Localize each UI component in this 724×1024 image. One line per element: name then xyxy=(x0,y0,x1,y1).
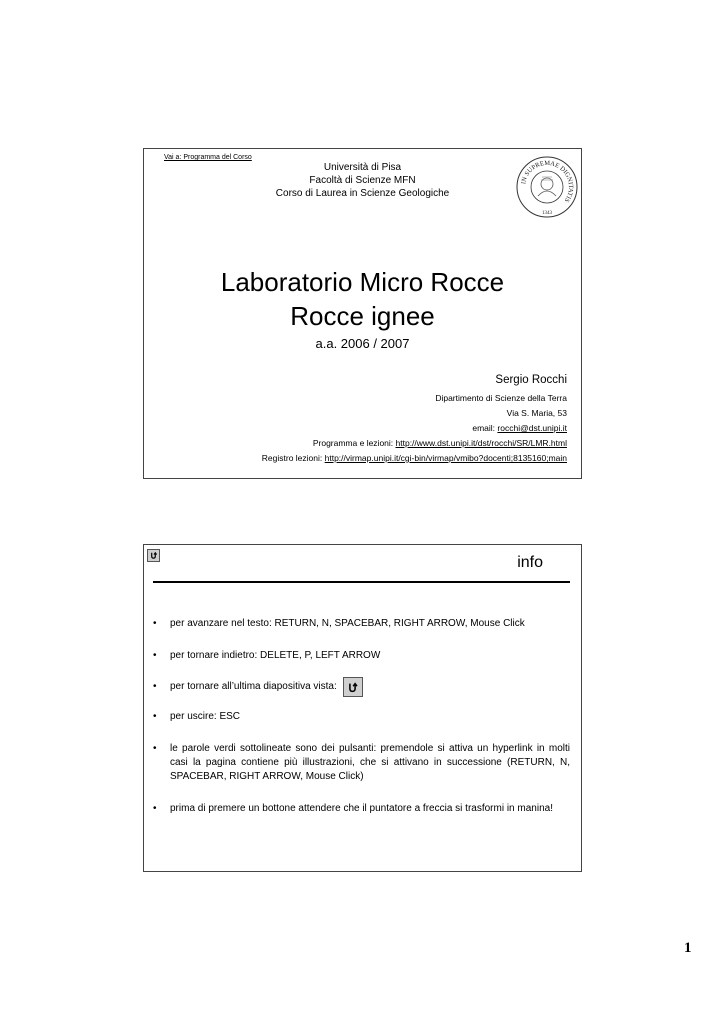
author-name: Sergio Rocchi xyxy=(495,374,567,386)
bullet-dot: • xyxy=(153,711,157,722)
bullet-dot: • xyxy=(153,618,157,629)
program-line xyxy=(262,436,567,451)
title-slide xyxy=(143,148,582,479)
email-link[interactable]: rocchi@dst.unipi.it xyxy=(497,423,567,433)
title-block xyxy=(144,265,581,353)
return-arrow-icon xyxy=(346,681,359,694)
bullet-dot: • xyxy=(153,803,157,814)
faculty-name: Facoltà di Scienze MFN xyxy=(309,175,416,186)
bullet-dot: • xyxy=(153,681,157,692)
academic-year: a.a. 2006 / 2007 xyxy=(315,336,410,351)
university-name: Università di Pisa xyxy=(323,162,402,173)
program-label: Programma e lezioni: xyxy=(312,438,396,448)
instruction-list xyxy=(153,617,570,816)
address: Via S. Maria, 53 xyxy=(506,408,567,418)
department: Dipartimento di Scienze della Terra xyxy=(435,393,567,403)
last-viewed-button[interactable] xyxy=(343,677,363,697)
list-item xyxy=(153,710,570,724)
title-divider xyxy=(153,581,570,583)
email-label: email: xyxy=(472,423,498,433)
list-item-text: prima di premere un bottone attendere che il puntatore a freccia si trasformi in manina! xyxy=(170,803,553,814)
degree-course: Corso di Laurea in Scienze Geologiche xyxy=(275,188,450,199)
list-item xyxy=(153,802,570,816)
slide-title-line2: Rocce ignee xyxy=(290,301,435,331)
program-link[interactable]: http://www.dst.unipi.it/dst/rocchi/SR/LMR.html xyxy=(395,438,567,448)
list-item-text: per avanzare nel testo: RETURN, N, SPACEBAR, RIGHT ARROW, Mouse Click xyxy=(170,618,525,629)
slide-title-line1: Laboratorio Micro Rocce xyxy=(220,267,505,297)
page-number: 1 xyxy=(684,940,692,956)
email-line xyxy=(262,421,567,436)
registry-label: Registro lezioni: xyxy=(261,453,325,463)
return-arrow-icon xyxy=(149,551,158,560)
seal-inscription: IN SUPREMAE DIGNITATIS xyxy=(520,159,575,204)
university-seal-icon xyxy=(516,156,578,218)
list-item xyxy=(153,742,570,784)
list-item-text: per tornare all’ultima diapositiva vista: xyxy=(170,681,337,692)
list-item-text: per tornare indietro: DELETE, P, LEFT ARROW xyxy=(170,650,381,661)
bullet-dot: • xyxy=(153,743,157,754)
list-item-text: le parole verdi sottolineate sono dei pulsanti: premendole si attiva un hyperlink in molti casi la pagina contiene più illustrazioni, che si attivano in successione (RETURN, N, SPACEBAR, RIGHT ARROW, Mouse Click) xyxy=(170,743,570,782)
bullet-dot: • xyxy=(153,650,157,661)
seal-year: 1343 xyxy=(542,211,552,216)
course-program-link[interactable]: Vai a: Programma del Corso xyxy=(164,154,252,161)
list-item xyxy=(153,649,570,663)
last-viewed-slide-button[interactable] xyxy=(147,549,160,562)
list-item-text: per uscire: ESC xyxy=(170,711,241,722)
list-item xyxy=(153,617,570,631)
registry-link[interactable]: http://virmap.unipi.it/cgi-bin/virmap/vmibo?docenti;8135160;main xyxy=(324,453,567,463)
registry-line xyxy=(262,451,567,466)
svg-text:IN SUPREMAE DIGNITATIS xyxy=(520,160,574,204)
info-slide xyxy=(143,544,582,872)
slide-title: info xyxy=(517,554,543,571)
author-block xyxy=(262,372,567,466)
list-item xyxy=(153,677,570,697)
